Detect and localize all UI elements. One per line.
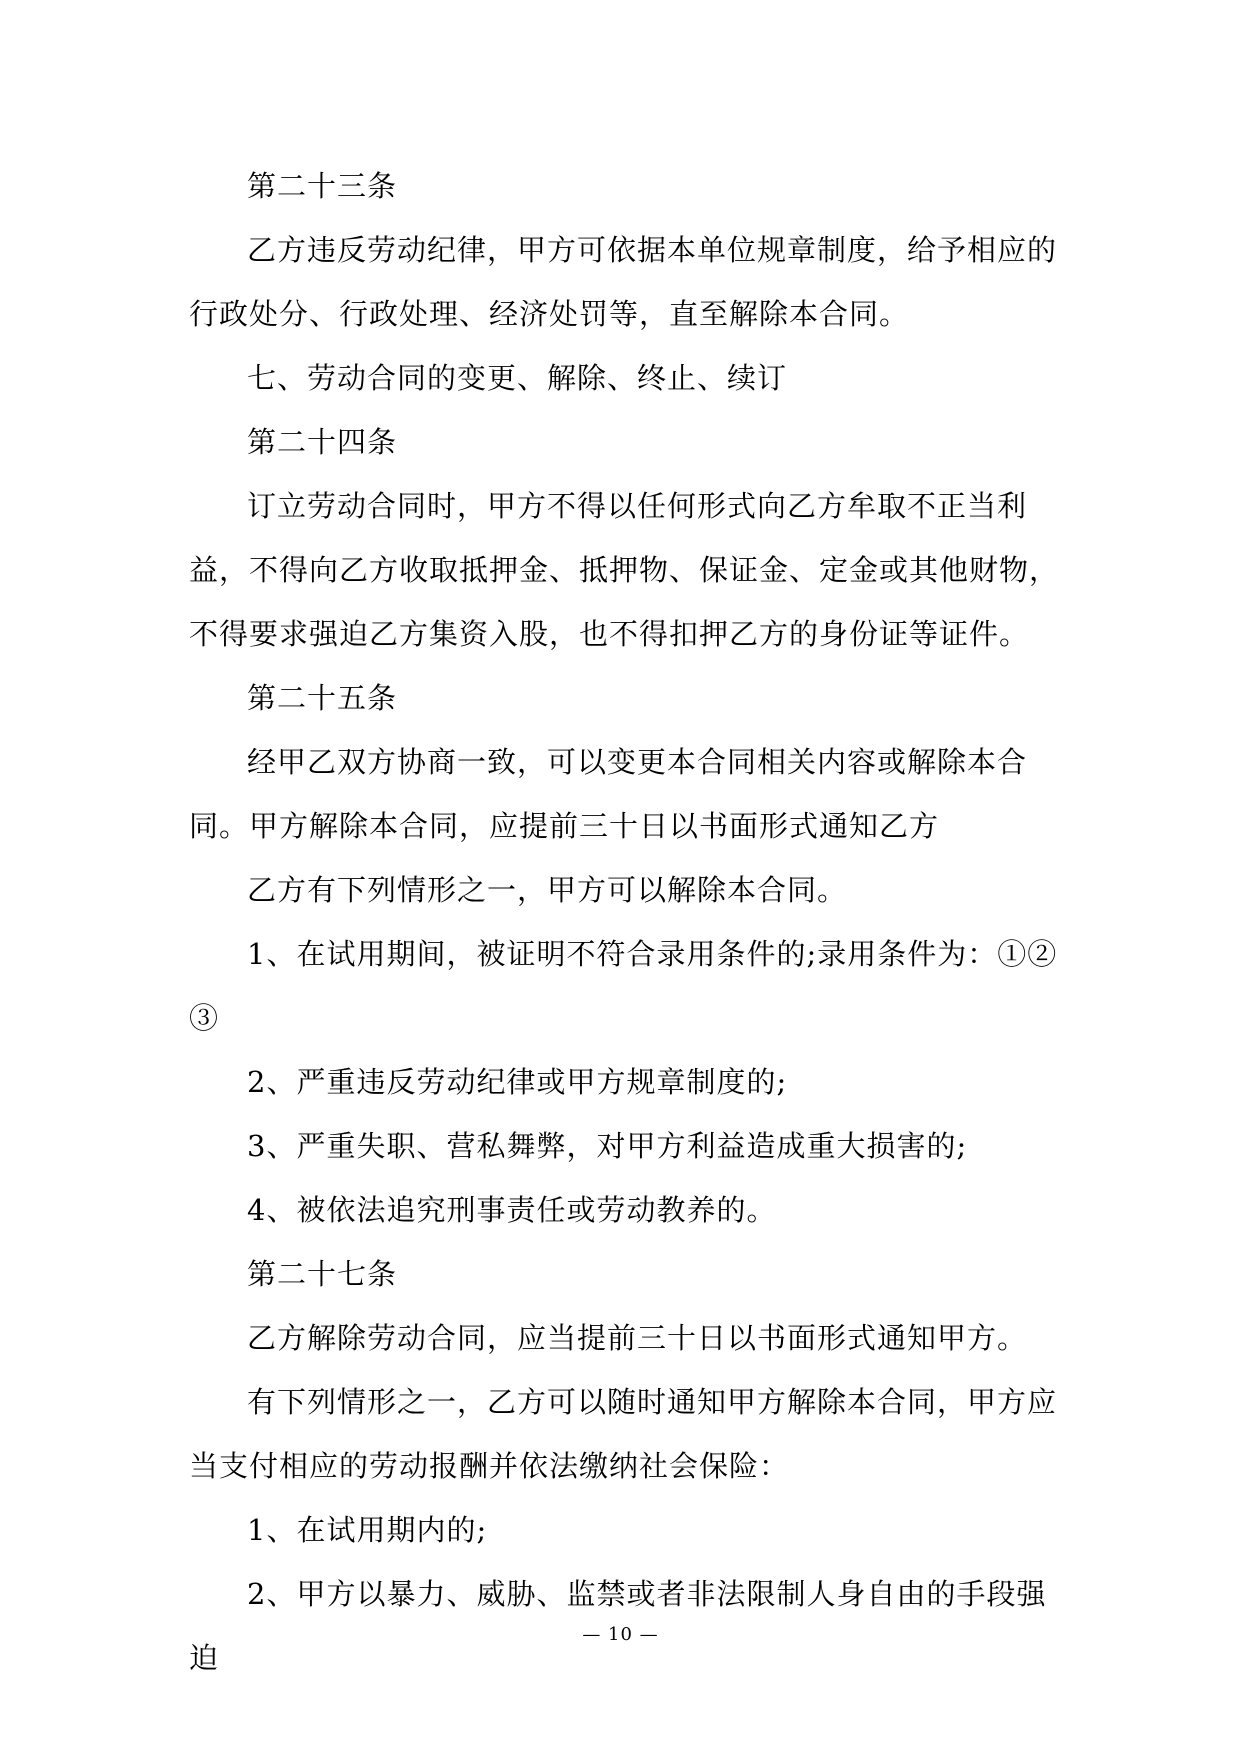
list-item: 4、被依法追究刑事责任或劳动教养的。	[247, 1193, 777, 1227]
article-heading: 第二十七条	[247, 1257, 398, 1291]
list-item: 1、在试用期间，被证明不符合录用条件的;录用条件为：①②③	[189, 937, 1058, 1035]
page-number: — 10 —	[582, 1624, 659, 1645]
body-paragraph: 订立劳动合同时，甲方不得以任何形式向乙方牟取不正当利益，不得向乙方收取抵押金、抵押物、保证金、定金或其他财物，不得要求强迫乙方集资入股，也不得扣押乙方的身份证等证件。	[189, 489, 1060, 651]
article-heading: 第二十三条	[247, 169, 398, 203]
body-paragraph: 有下列情形之一，乙方可以随时通知甲方解除本合同，甲方应当支付相应的劳动报酬并依法缴纳社会保险：	[189, 1385, 1058, 1483]
list-item: 2、甲方以暴力、威胁、监禁或者非法限制人身自由的手段强迫	[189, 1577, 1047, 1675]
list-item: 2、严重违反劳动纪律或甲方规章制度的;	[247, 1065, 788, 1099]
section-heading: 七、劳动合同的变更、解除、终止、续订	[247, 361, 788, 395]
list-item: 3、严重失职、营私舞弊，对甲方利益造成重大损害的;	[247, 1129, 968, 1163]
body-paragraph: 乙方违反劳动纪律，甲方可依据本单位规章制度，给予相应的行政处分、行政处理、经济处罚等，直至解除本合同。	[189, 233, 1058, 331]
document-body	[189, 154, 1069, 1690]
body-paragraph: 乙方有下列情形之一，甲方可以解除本合同。	[247, 873, 848, 907]
body-paragraph: 经甲乙双方协商一致，可以变更本合同相关内容或解除本合同。甲方解除本合同，应提前三十日以书面形式通知乙方	[189, 745, 1028, 843]
article-heading: 第二十五条	[247, 681, 398, 715]
body-paragraph: 乙方解除劳动合同，应当提前三十日以书面形式通知甲方。	[247, 1321, 1028, 1355]
article-heading: 第二十四条	[247, 425, 398, 459]
list-item: 1、在试用期内的;	[247, 1513, 488, 1547]
